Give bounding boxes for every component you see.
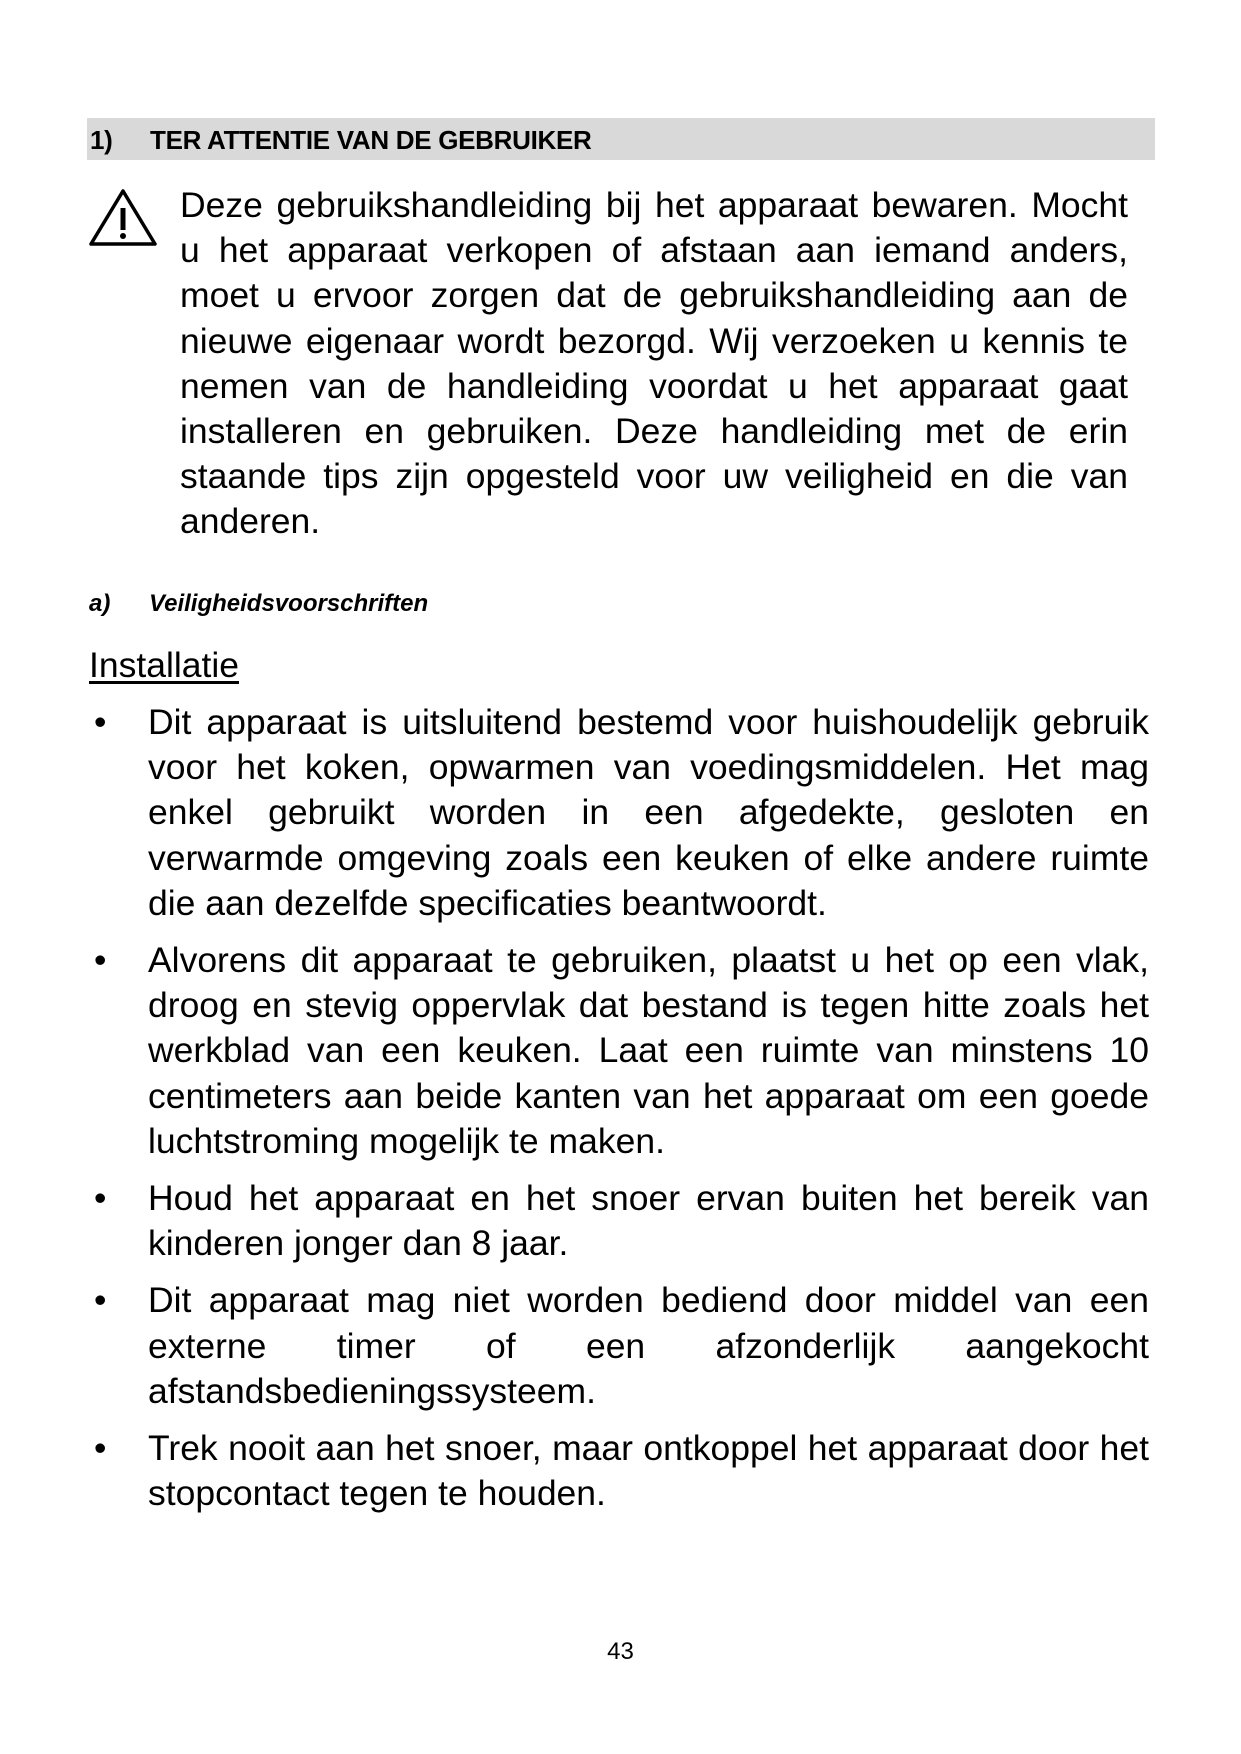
section-heading xyxy=(90,125,592,156)
bullet-icon: • xyxy=(94,702,107,742)
bullet-icon: • xyxy=(94,1178,107,1219)
warning-paragraph: Deze gebruikshandleiding bij het apparaat bewaren. Mocht u het apparaat verkopen of afstaan aan iemand anders, moet u ervoor zorgen dat de gebruikshandleiding aan de nieuwe eigenaar wordt bezorgd. Wij verzoeken u kennis te nemen van de handleiding voordat u het apparaat gaat installeren en gebruiken. Deze handleiding met de erin staande tips zijn opgesteld voor uw veiligheid en die van anderen. xyxy=(180,185,1128,542)
section-number: 1) xyxy=(90,125,113,155)
bullet-icon: • xyxy=(94,1428,107,1469)
list-item xyxy=(89,1426,1149,1516)
page-number: 43 xyxy=(607,1638,634,1665)
list-item-text: Dit apparaat is uitsluitend bestemd voor huishoudelijk gebruik voor het koken, opwarmen van voedingsmiddelen. Het mag enkel gebruikt worden in een afgedekte, gesloten en verwarmde omgeving zoals een keuken of elke andere ruimte die aan dezelfde specificaties beantwoordt. xyxy=(148,702,1149,923)
section-title: TER ATTENTIE VAN DE GEBRUIKER xyxy=(150,125,592,155)
list-item xyxy=(89,1176,1149,1266)
list-item xyxy=(89,938,1149,1164)
subsection-heading xyxy=(89,590,428,618)
warning-triangle-icon xyxy=(88,188,158,248)
installatie-list xyxy=(89,700,1149,1528)
list-item xyxy=(89,1278,1149,1414)
bullet-icon: • xyxy=(94,1280,107,1321)
subsection-number: a) xyxy=(89,590,111,617)
list-item-text: Trek nooit aan het snoer, maar ontkoppel het apparaat door het stopcontact tegen te houden. xyxy=(148,1428,1149,1514)
installatie-heading: Installatie xyxy=(89,645,239,685)
list-item-text: Dit apparaat mag niet worden bediend door middel van een externe timer of een afzonderlijk aangekocht afstandsbedieningssysteem. xyxy=(148,1280,1149,1411)
list-item-text: Houd het apparaat en het snoer ervan buiten het bereik van kinderen jonger dan 8 jaar. xyxy=(148,1178,1149,1264)
list-item xyxy=(89,700,1149,926)
bullet-icon: • xyxy=(94,940,107,981)
list-item-text: Alvorens dit apparaat te gebruiken, plaatst u het op een vlak, droog en stevig oppervlak dat bestand is tegen hitte zoals het werkblad van een keuken. Laat een ruimte van minstens 10 centimeters aan beide kanten van het apparaat om een goede luchtstroming mogelijk te maken. xyxy=(148,940,1149,1161)
subsection-title: Veiligheidsvoorschriften xyxy=(149,590,429,617)
